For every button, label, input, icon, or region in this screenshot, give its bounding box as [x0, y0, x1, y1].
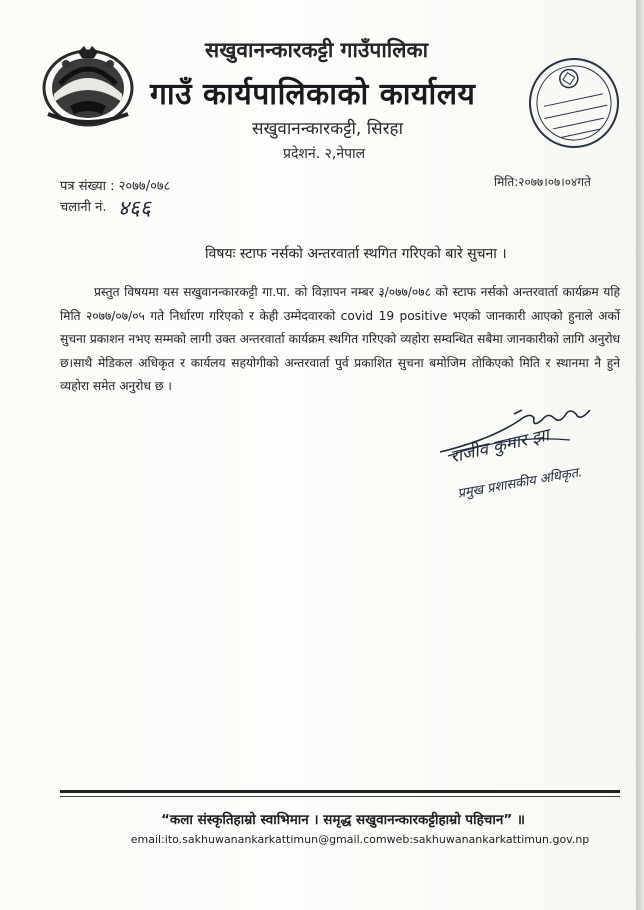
dispatch-number-value: ४६६	[118, 196, 151, 220]
office-title: गाउँ कार्यपालिकाको कार्यालय	[150, 77, 476, 112]
dispatch-number-label: चलानी नं.	[60, 200, 107, 215]
office-location: सखुवानन्कारकट्टी, सिरहा	[252, 119, 403, 139]
signatory-title: प्रमुख प्रशासकीय अधिकृत.	[456, 465, 584, 502]
letter-number-value: २०७७/०७८	[118, 179, 171, 194]
footer-rule-thin	[60, 796, 620, 797]
office-stamp-seal	[524, 56, 624, 150]
letter-date: मिति:२०७७।०७।०४गते	[494, 175, 591, 189]
notice-body: प्रस्तुत विषयमा यस सखुवानन्कारकट्टी गा.पा. को विज्ञापन नम्बर ३/०७७/०७८ को स्टाफ नर्सको अन्तरवार्ता कार्यक्रम यहि मिति २०७७/०७/०५ गते निर्धारण गरिएको र केही उम्मेदवारको covid 19 positive भएको जानकारी आएको हुनाले अर्को सुचना प्रकाशन नभए सम्मको लागी उक्त अन्तरवार्ता कार्यक्रम स्थगित गरिएको व्यहोरा सम्वन्धित सबैमा जानकारीको लागि अनुरोध छ।साथै मेडिकल अधिकृत र कार्यलय सहयोगीको अन्तरवार्ता पुर्व प्रकाशित सुचना बमोजिम तोकिएको मिति र स्थानमा नै हुने व्यहोरा समेत अनुरोध छ ।	[60, 285, 620, 393]
footer-rule	[60, 790, 620, 793]
province-line: प्रदेशनं. २,नेपाल	[283, 146, 366, 162]
footer-contact: email:ito.sakhuwanankarkattimun@gmail.comweb:sakhuwanankarkattimun.gov.np	[130, 833, 590, 846]
footer-motto: “कला संस्कृतिहाम्रो स्वाभिमान । समृद्ध सखुवानन्कारकट्टीहाम्रो पहिचान” ॥	[161, 812, 525, 828]
letter-number-label: पत्र संख्या :	[60, 179, 115, 194]
signatory-name: राजीव कुमार झा	[448, 425, 552, 468]
municipality-name: सखुवानन्कारकट्टी गाउँपालिका	[205, 38, 429, 62]
nepal-emblem-icon	[40, 44, 136, 128]
subject-line: विषयः स्टाफ नर्सको अन्तरवार्ता स्थगित गरिएको बारे सुचना ।	[205, 246, 507, 262]
letter-number	[60, 176, 170, 194]
